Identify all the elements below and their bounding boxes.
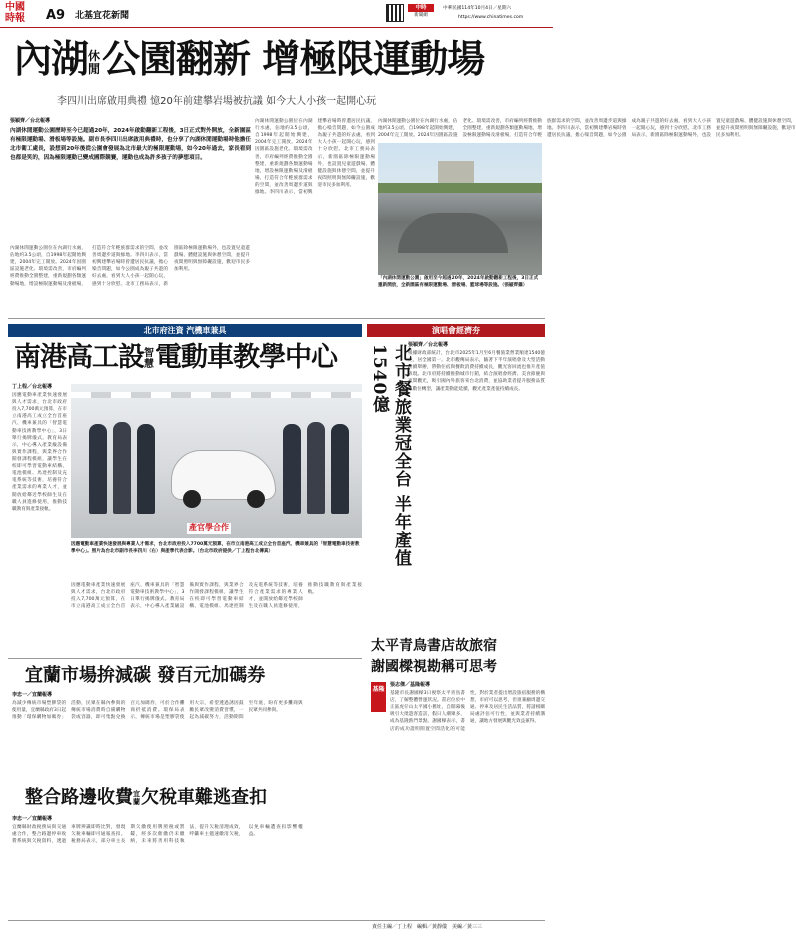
- headline-part-b: 公園翻新 增極限運動場: [102, 36, 485, 81]
- story4-city-badge: 基隆: [371, 682, 386, 712]
- logo-line-2: 時報: [5, 13, 25, 24]
- story3-body: 根據財政部統計，台北市2025年1月至6月餐旅業營業額達1540億元，居全國第一。北市觀傳局表示，隨著下半年演唱會及大型活動陸續舉辦，帶動住宿與餐飲消費持續成長，觀光客回流也推升產值表現。北市府將持續推動城市行銷，結合演唱會經濟、美食節慶與夜間觀光，吸引國內外旅客來台北消費，並協助業者提升服務品質與數位轉型，讓產業動能延續，觀光產業產值持續成長。: [408, 351, 545, 392]
- story3-band: 演唱會經濟夯: [367, 324, 545, 337]
- story2-headline-a: 南港高工設: [14, 342, 144, 373]
- person-6: [331, 424, 349, 514]
- story1-headline: [14, 36, 484, 84]
- divider-2: [8, 658, 362, 659]
- car-wheel-left: [183, 490, 201, 508]
- story6-headline-small: 宜蘭: [133, 789, 140, 806]
- story2-band: 北市府注資 汽機車兼具: [8, 324, 362, 337]
- divider-1: [8, 318, 545, 319]
- logo-line-1: 中國: [5, 2, 25, 13]
- tree-line: [378, 183, 542, 193]
- qr-code-icon: [386, 4, 404, 22]
- skatepark-caption: 「內湖休閒運動公園」啟用至今超過20年，2024年啟動翻新工程後，3日正式重新開放，全新園區有極限運動場、滑板場、籃球場等設施。（張穎齊攝）: [378, 276, 539, 288]
- person-1: [89, 424, 107, 514]
- person-3: [137, 424, 155, 514]
- story2-byline: 丁上程／台北報導: [12, 384, 53, 390]
- page-number: A9: [46, 8, 66, 23]
- story4-body: 基隆市長謝國樑3日視察太平青鳥書店，了解整體營運狀況。書店位於中正區虎仔山太平國小舊址，自開幕後吸引大批遊客造訪，假日人潮眾多，成為基隆熱門景點。謝國樑表示，書店的成功證明閒置空間活化的可能性，對於業者提出增設旅宿服務的構想，市府可以思考，但須兼顧周邊交通、停車及居民生活品質，將請相關局處評估可行性，並與業者持續溝通，讓地方發展與觀光效益兼得。: [390, 691, 545, 732]
- brand-name: 中時: [408, 4, 434, 12]
- story4-headline-2: 謝國樑視勘稱可思考: [371, 659, 497, 675]
- footer-credits: 責任主編／丁上程 編輯／黃靜儀 美編／黃三三: [372, 924, 483, 930]
- headline-part-a: 內湖: [14, 36, 89, 81]
- story2-headline: [14, 340, 337, 376]
- person-4: [283, 424, 301, 514]
- story1-subtitle: 李四川出席啟用典禮 憶20年前建攀岩場被抗議 如今大人小孩一起開心玩: [57, 96, 377, 107]
- ceiling-lights: [71, 392, 362, 398]
- story6-headline-b: 欠稅車難逃查扣: [141, 787, 267, 808]
- story1-lead: 內湖休閒運動公園歷時至今已超過20年，2024年啟動翻新工程後，3日正式對外開放，全新園區有極限運動場、滑板場等設施。副市長李四川出席啟用典禮時，也分享了內湖休閒運動場時他擔任北市衛工處長，設想到20年後從公園會發展為北市最大的極限運動場，如今20年過去，家長看到也都是笑的，因為極限運動已變成國際競賽，運動也成為許多孩子的夢想項目。: [10, 127, 251, 161]
- footer-rule: [8, 920, 545, 921]
- brand-badge: [408, 4, 434, 22]
- story2-headline-b: 電動車教學中心: [155, 342, 337, 373]
- story1-lead-box: [10, 118, 251, 241]
- story6-body: 宜蘭縣財政稅務局與交通處合作，整合路邊停車收費系統與欠稅資料，透過車牌辨識即時比對，發現欠稅車輛即可通報查扣。稅務局表示，部分車主長期欠繳使用牌照稅或罰鍰，經多次催繳仍未繳納，未來將善用科技執法，提升欠稅清理成效，呼籲車主儘速繳清欠稅，以免車輛遭查扣影響權益。: [12, 825, 303, 845]
- story1-byline: 張穎齊／台北報導: [10, 118, 51, 124]
- story5-headline: 宜蘭市場拚減碳 發百元加碼券: [25, 665, 266, 686]
- story3-headline: 北市餐旅業冠全台 半年產值1540億: [369, 344, 411, 567]
- masthead: [0, 0, 553, 28]
- story1-body-right: 內湖休閒運動公園位在內湖行水處，佔地約3.5公頃，自1998年起開始興建，2004年完工開放。2024年因園區設施老化、環境需改善，市府編列經費推動全園整建，重新規劃各類運動場地，增設極限運動場及滑板場，打造符合年輕族群需求的空間，並改善周邊步道與綠地。李四川表示，當初興建攀岩場時曾遭居民抗議，擔心噪音問題，如今公園成為親子共遊的好去處，看到大人小孩一起開心玩，感到十分欣慰。北市工務局表示，新園區除極限運動場外，也設置兒童遊戲場、體健設施與休憩空間，並提升夜間照明與無障礙設施，歡迎市民多加利用。: [378, 119, 796, 139]
- story1-body-mid: 內湖休閒運動公園位在內湖行水處，佔地約3.5公頃，自1998年起開始興建，2004年完工開放。2024年因園區設施老化、環境需改善，市府編列經費推動全園整建，重新規劃各類運動場地，增設極限運動場及滑板場，打造符合年輕族群需求的空間，並改善周邊步道與綠地。李四川表示，當初興建攀岩場時曾遭居民抗議，擔心噪音問題，如今公園成為親子共遊的好去處，看到大人小孩一起開心玩，感到十分欣慰。北市工務局表示，新園區除極限運動場外，也設置兒童遊戲場、體健設施與休憩空間，並提升夜間照明與無障礙設施，歡迎市民多加利用。: [255, 119, 375, 196]
- skatepark-photo: [378, 143, 542, 275]
- story2-body-left: 因應電動車產業快速發展與人才需求，台北市政府投入7,700萬元預算，在市立南港高工成立全台首座汽、機車兼具的「智慧電動車技術教學中心」，3日舉行揭牌儀式。教育局表示，中心導入產業級設備與實作課程，與業界合作開發課程模組，讓學生在校即可學習電動車結構、電池模組、馬達控制及充電系統等技術，培養符合產業需求的專業人才，並開放給鄰近學校師生及在職人員進修使用，推動技職教育與產業接軌。: [12, 393, 67, 512]
- ev-photo-caption: 因應電動車產業快速發展與專業人才需求，台北市政府投入7700萬元預算，在市立南港高工成立全台首座汽、機車兼具的「智慧電動車技術教學中心」。照片為台北市副市長李四川（右）與產學代表合影。（台北市政府提供／丁上程台北傳真）: [71, 542, 360, 554]
- story5-body: 為減少傳統市場塑膠袋的使用量，宜蘭縣政府3日起推動「環保購物加碼券」活動，民眾在縣內參與的傳統市場消費時自備購物袋或容器，即可集點兌換百元加碼券，可於合作攤商折抵消費。環保局表示，傳統市場是塑膠袋使用大宗，希望透過誘因鼓勵民眾改變消費習慣，一起為減碳努力，活動期間至年底，盼有更多攤商與民眾共同參與。: [12, 701, 303, 721]
- story2-headline-small: 智慧: [144, 347, 153, 370]
- story3-byline: 張穎齊／台北報導: [408, 342, 449, 348]
- newspaper-logo: [5, 2, 35, 26]
- photo-label: 產官學合作: [189, 523, 229, 532]
- person-2: [113, 422, 131, 514]
- story6-headline-a: 整合路邊收費: [25, 787, 133, 808]
- section-name: 北基宜花新聞: [75, 11, 130, 21]
- story2-body-bottom: 因應電動車產業快速發展與人才需求，台北市政府投入7,700萬元預算，在市立南港高工成立全台首座汽、機車兼具的「智慧電動車技術教學中心」，3日舉行揭牌儀式。教育局表示，中心導入產業級設備與實作課程，與業界合作開發課程模組，讓學生在校即可學習電動車結構、電池模組、馬達控制及充電系統等技術，培養符合產業需求的專業人才，並開放給鄰近學校師生及在職人員進修使用，推動技職教育與產業接軌。: [71, 583, 362, 610]
- headline-small: 休閒: [88, 48, 100, 76]
- story1-body-left: 內湖休閒運動公園位在內湖行水處，佔地約3.5公頃，自1998年起開始興建，2004年完工開放。2024年因園區設施老化、環境需改善，市府編列經費推動全園整建，重新規劃各類運動場地，增設極限運動場及滑板場，打造符合年輕族群需求的空間，並改善周邊步道與綠地。李四川表示，當初興建攀岩場時曾遭居民抗議，擔心噪音問題，如今公園成為親子共遊的好去處，看到大人小孩一起開心玩，感到十分欣慰。北市工務局表示，新園區除極限運動場外，也設置兒童遊戲場、體健設施與休憩空間，並提升夜間照明與無障礙設施，歡迎市民多加利用。: [10, 246, 250, 287]
- story4-headline-1: 太平青鳥書店故旅宿: [371, 638, 497, 654]
- brand-sub: 新聞網: [414, 13, 428, 18]
- website-url: https://www.chinatimes.com: [458, 15, 524, 20]
- skate-ramp: [398, 213, 508, 253]
- car-wheel-right: [247, 490, 265, 508]
- story6-byline: 李忠一／宜蘭報導: [12, 816, 53, 822]
- issue-date: 中華民國114年10月4日／星期六: [443, 6, 512, 11]
- ev-center-photo: [71, 384, 362, 538]
- story4-byline: 張志傑／基隆報導: [390, 682, 431, 688]
- person-5: [307, 422, 325, 514]
- story6-headline: [25, 785, 267, 811]
- story5-byline: 李忠一／宜蘭報導: [12, 692, 53, 698]
